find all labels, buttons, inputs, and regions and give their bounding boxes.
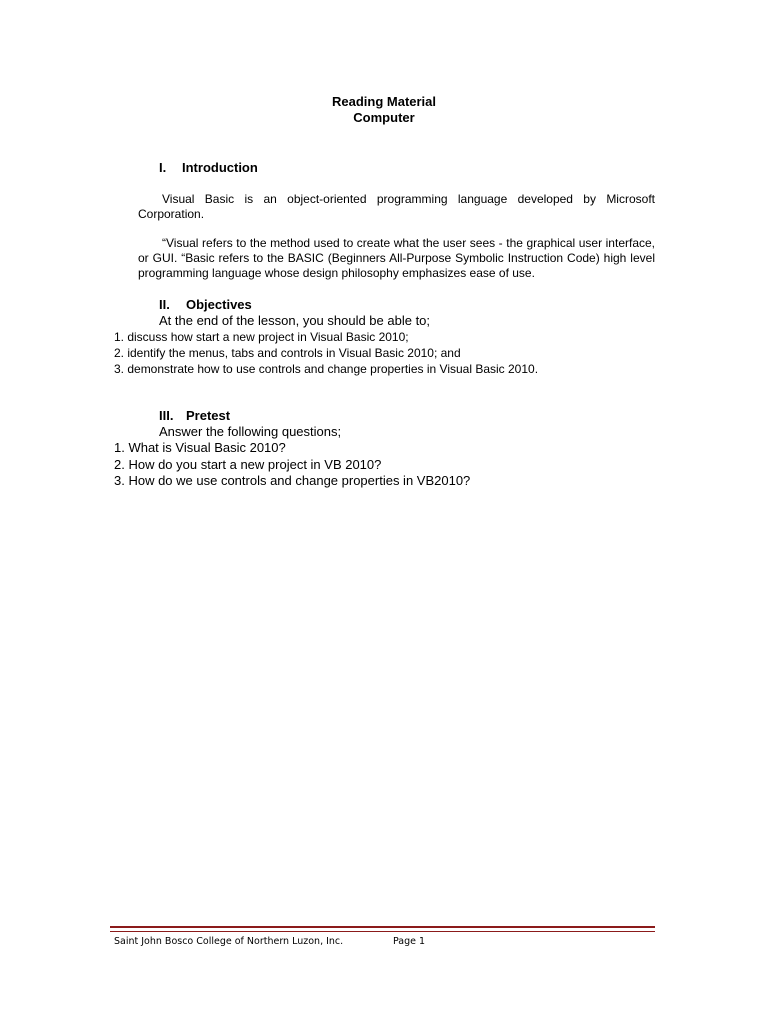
document-subtitle: Computer: [353, 110, 415, 125]
intro-paragraph-2: “Visual refers to the method used to create what the user sees - the graphical user interface, or GUI. “Basic refers to the BASIC (Beginners All-Purpose Symbolic Instruction Code) high level programming language whose design philosophy emphasizes ease of use.: [138, 236, 655, 280]
intro-paragraph-1: Visual Basic is an object-oriented programming language developed by Microsoft Corporation.: [138, 192, 655, 221]
document-title: Reading Material: [331, 94, 437, 109]
footer-institution: Saint John Bosco College of Northern Luzon, Inc.: [114, 936, 344, 947]
pretest-question: 1. What is Visual Basic 2010?: [114, 440, 286, 455]
section-objectives-number: II.: [159, 297, 170, 312]
pretest-question: 3. How do we use controls and change properties in VB2010?: [114, 473, 471, 488]
footer-rule-bottom: [110, 931, 655, 932]
section-objectives-title: Objectives: [186, 297, 252, 312]
objective-item: 1. discuss how start a new project in Visual Basic 2010;: [114, 330, 409, 344]
objective-item: 3. demonstrate how to use controls and change properties in Visual Basic 2010.: [114, 362, 539, 376]
objective-item: 2. identify the menus, tabs and controls in Visual Basic 2010; and: [114, 346, 461, 360]
footer-rule-top: [110, 926, 655, 928]
section-intro-number: I.: [159, 160, 167, 175]
footer-page-number: Page 1: [393, 936, 426, 947]
section-pretest-title: Pretest: [186, 408, 231, 423]
section-intro-title: Introduction: [182, 160, 258, 175]
pretest-question: 2. How do you start a new project in VB 2010?: [114, 457, 382, 472]
objectives-intro: At the end of the lesson, you should be able to;: [159, 313, 431, 328]
section-pretest-number: III.: [159, 408, 174, 423]
pretest-intro: Answer the following questions;: [159, 424, 342, 439]
